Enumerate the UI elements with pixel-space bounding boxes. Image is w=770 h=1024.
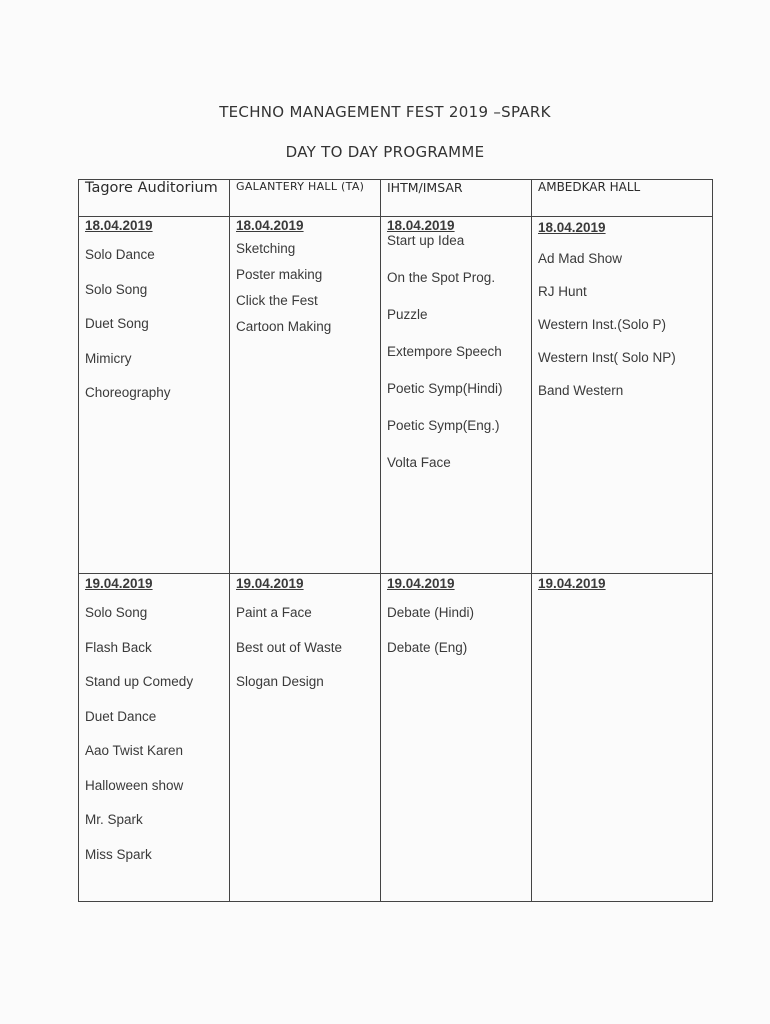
event-item: Slogan Design (236, 674, 324, 689)
event-list (387, 605, 531, 675)
event-item: Poster making (236, 267, 323, 282)
date-label: 18.04.2019 (387, 218, 455, 233)
event-item: Sketching (236, 241, 296, 256)
cell-day1-ihtm (381, 217, 532, 574)
event-item: Best out of Waste (236, 639, 343, 655)
event-item: Mimicry (85, 350, 132, 366)
day1-row (79, 217, 713, 574)
event-item: Halloween show (85, 777, 184, 793)
event-item: On the Spot Prog. (387, 270, 496, 285)
event-list (85, 605, 229, 881)
column-header-tagore: Tagore Auditorium (79, 180, 230, 217)
column-header-ambedkar: AMBEDKAR HALL (532, 180, 713, 217)
event-item: Debate (Eng) (387, 640, 468, 655)
date-label: 19.04.2019 (387, 576, 455, 591)
event-item: Puzzle (387, 307, 428, 322)
event-item: Start up Idea (387, 233, 465, 248)
document-subtitle: DAY TO DAY PROGRAMME (285, 143, 485, 161)
event-item: Band Western (538, 383, 624, 398)
event-list (236, 241, 380, 345)
event-list (387, 233, 531, 492)
cell-day1-galantery (230, 217, 381, 574)
event-list (538, 251, 712, 416)
date-label: 19.04.2019 (538, 576, 606, 591)
event-item: Ad Mad Show (538, 251, 623, 266)
event-item: Western Inst( Solo NP) (538, 350, 676, 365)
event-item: Stand up Comedy (85, 674, 194, 689)
event-item: Click the Fest (236, 293, 318, 308)
document-title: TECHNO MANAGEMENT FEST 2019 –SPARK (219, 103, 551, 121)
event-item: Paint a Face (236, 605, 312, 620)
event-item: Poetic Symp(Eng.) (387, 418, 500, 433)
event-item: Western Inst.(Solo P) (538, 317, 667, 332)
event-item: Choreography (85, 385, 171, 400)
event-item: Cartoon Making (236, 319, 332, 334)
cell-day2-ihtm (381, 574, 532, 902)
day2-row (79, 574, 713, 902)
date-label: 18.04.2019 (538, 220, 606, 235)
event-item: Miss Spark (85, 846, 152, 862)
event-item: Duet Dance (85, 708, 157, 724)
event-item: Solo Song (85, 605, 148, 620)
cell-day1-tagore (79, 217, 230, 574)
event-item: Extempore Speech (387, 344, 502, 359)
event-item: Mr. Spark (85, 812, 143, 827)
event-list (236, 605, 380, 709)
event-item: RJ Hunt (538, 284, 587, 299)
event-list (85, 247, 229, 420)
event-item: Debate (Hindi) (387, 605, 475, 620)
header-row (79, 180, 713, 217)
programme-table (78, 179, 713, 902)
date-label: 18.04.2019 (236, 218, 304, 233)
event-item: Duet Song (85, 316, 149, 331)
date-label: 19.04.2019 (236, 576, 304, 591)
event-item: Volta Face (387, 455, 451, 470)
event-item: Solo Dance (85, 247, 155, 262)
cell-day2-galantery (230, 574, 381, 902)
event-item: Poetic Symp(Hindi) (387, 381, 503, 396)
column-header-ihtm: IHTM/IMSAR (381, 180, 532, 217)
date-label: 18.04.2019 (85, 218, 153, 233)
column-header-galantery: GALANTERY HALL (TA) (230, 180, 381, 217)
event-item: Flash Back (85, 639, 152, 655)
date-label: 19.04.2019 (85, 576, 153, 591)
cell-day2-ambedkar (532, 574, 713, 902)
event-item: Aao Twist Karen (85, 743, 184, 758)
cell-day1-ambedkar (532, 217, 713, 574)
event-item: Solo Song (85, 281, 148, 297)
cell-day2-tagore (79, 574, 230, 902)
